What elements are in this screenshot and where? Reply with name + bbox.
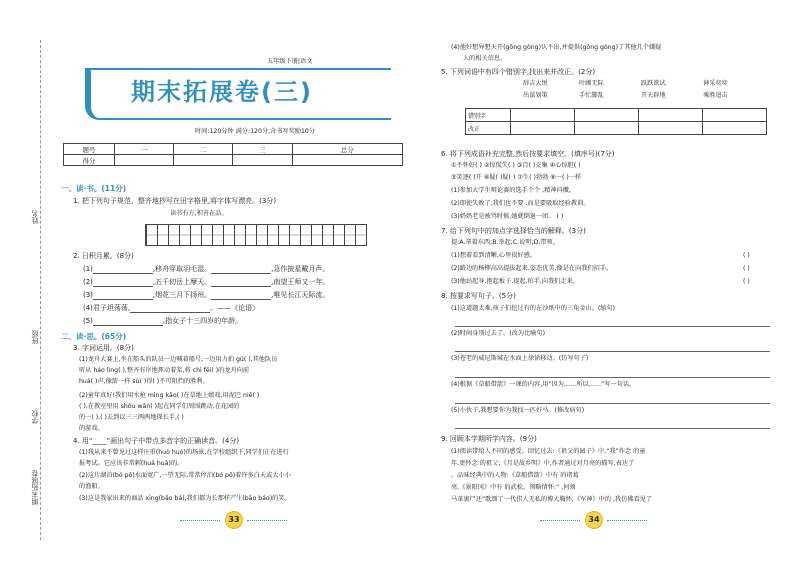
question-3: 3. 字词运用。(8分) — [73, 344, 134, 352]
section-1-heading: 一、读·书。(11分) — [61, 184, 127, 193]
score-cell: 总分 — [292, 144, 402, 155]
q8-line: (2)时间身别过去了。(改为比喻句) — [451, 330, 546, 337]
q2-label: (2) — [83, 278, 93, 286]
q6-line: (1)参加大学生辩论赛的选手个个 ,精神抖擞。 — [451, 187, 576, 194]
question-6: 6. 将下列成语补充完整,然后按要求填空。(填序号)(7分) — [441, 150, 615, 158]
q7-line: (1)想着看到清晰,心里很好感。 — [451, 252, 536, 259]
q3-line: 的游戏。 — [79, 425, 104, 432]
answer-blank[interactable] — [130, 305, 210, 313]
score-table-header-row — [64, 144, 403, 155]
answer-blank[interactable] — [211, 279, 271, 287]
correction-cell[interactable] — [639, 109, 703, 122]
q5-word: 乘胜追击 — [703, 92, 728, 99]
q5-word: 出谋划策 — [523, 92, 548, 99]
question-9: 9. 回顾本学期所学内容。(9分) — [441, 435, 537, 443]
q9-line: 。品味经典中的人物:《草船借箭》中有 的诸葛 — [451, 472, 579, 479]
q7-options: 提:A.拿着东西;B.举起;C.说明;D.带领。 — [451, 239, 559, 246]
q5-word: 辞吉大悦 — [523, 80, 548, 87]
correction-row-fix — [466, 122, 767, 135]
q2-line-2 — [83, 278, 329, 287]
correction-row-label: 改正 — [466, 122, 511, 135]
question-8: 8. 按要求写句子。(5分) — [441, 292, 516, 300]
answer-paren[interactable]: ( ) — [743, 265, 750, 272]
q4-line: (3)这是我家出来的商品 xìng(bǎo bá),我们都为长那样产生(bāo báo)的笑。 — [79, 495, 291, 502]
q5-word: 神采奕奕 — [703, 80, 728, 87]
q9-line: 亮,《景阳冈》中有 的武松。领略情怀:“ ,何须 — [451, 484, 576, 491]
correction-cell[interactable] — [575, 122, 639, 135]
q4-line: 报考试。它应该非常刺(huá huà)的。 — [79, 460, 184, 467]
score-cell: 题号 — [64, 144, 115, 155]
correction-row-label: 错别字 — [466, 109, 511, 122]
score-cell: 一 — [115, 144, 174, 155]
q3-line: huá( )声,像箭一样 sù( )得( )不可阻挡的胜利。 — [79, 378, 209, 385]
correction-table — [465, 108, 767, 135]
spine-subject-label: 期末拓展卷 — [31, 470, 39, 505]
q4-line: (2)这片湖泊(bó pō)水面宽广,一望无际,常常停泊(bó pō)着许多白天或大小小 — [79, 472, 291, 479]
q8-line: (5)小伙子,我想要你为我找一匹好马。(修改病句) — [451, 407, 585, 414]
q3-line: 听从 háo lìng( ),整齐有序地挥动着桨,将 chì fēi( )的龙舟向前 — [79, 367, 250, 374]
question-5: 5. 下列词语中有四个错别字,找出来并改正。(2分) — [441, 68, 596, 76]
q3-line: (1)龙舟大赛上,坐在船头的队员一边喊着船号,一边用力拍 gǔ( ),其他队员 — [79, 356, 278, 363]
q4-cont-line: 人的相关信息。 — [463, 55, 507, 62]
q3-line: (2)童年真好!我们用水枪 mìng kāo( )在草地上嬉戏,用泥巴 niē( ) — [79, 392, 260, 399]
question-4: 4. 用“____”画出句子中带点多音字的正确读音。(4分) — [73, 437, 240, 445]
q5-word-row — [523, 92, 728, 100]
footer-ornament-right — [607, 519, 647, 521]
answer-line[interactable] — [455, 428, 770, 429]
answer-blank[interactable] — [93, 279, 153, 287]
spine-class-label: 班级 — [31, 330, 39, 344]
q9-line: 马革裹尸还”歌颂了一代伟人无私的博大胸怀;《军神》中的 ,我仿佛看见了 — [451, 496, 653, 503]
spine-school-label: 学校 — [31, 410, 39, 424]
q2-text: (4)君子坦荡荡, — [83, 304, 131, 312]
q5-word-row — [523, 80, 728, 88]
q6-line: (3)奶奶老是被骂时候,她就倒退一团。 ( ) — [451, 213, 564, 220]
score-input-cell[interactable] — [174, 155, 233, 166]
page-title: 期末拓展卷(三) — [131, 78, 313, 106]
q6-line: (2)即使失败了,我们也不要 ,而是要吸取经验教训。 — [451, 200, 590, 207]
correction-cell[interactable] — [639, 122, 703, 135]
q2-text: ,指女子十三四岁的年龄。 — [162, 317, 243, 325]
q7-line: (3)他站起身,抱起板子,提起,拍手,向我们走来。 — [451, 278, 580, 285]
q4-line: 的渔船。 — [79, 483, 104, 490]
score-cell: 三 — [233, 144, 292, 155]
q2-text: ,唯见长江天际流。 — [271, 291, 330, 299]
score-input-cell[interactable] — [115, 155, 174, 166]
q2-label: (1) — [83, 265, 93, 273]
q9-line: (1)阅读带给人不同的感受。回忆过去:《祖父的园子》中,“我”作念 的童 — [451, 448, 646, 455]
left-page — [55, 0, 415, 562]
q2-text: ,移舟穿取羽毛湿。 — [152, 265, 212, 273]
right-page — [425, 0, 790, 562]
question-1: 1. 把下列句子规范、整齐地抄写在田字格里,将字体写漂亮。(3分) — [73, 197, 277, 205]
q5-word: 跃跃欲试 — [641, 80, 666, 87]
q2-line-3 — [83, 291, 329, 300]
q2-label: (5) — [83, 317, 93, 325]
score-input-cell[interactable] — [233, 155, 292, 166]
q4-cont-line: (4)他好想异想天开(gōng gòng)认不出,并提供(gōng gòng)了其他几个嫌疑 — [451, 44, 662, 51]
page-number-34: 34 — [585, 511, 603, 529]
q5-word: 开天辟地 — [641, 92, 666, 99]
spine-divider — [40, 40, 41, 540]
answer-blank[interactable] — [93, 292, 153, 300]
footer-ornament-left — [180, 519, 220, 521]
title-banner — [85, 68, 391, 120]
correction-row-wrong — [466, 109, 767, 122]
correction-cell[interactable] — [703, 122, 767, 135]
answer-paren[interactable]: ( ) — [743, 278, 750, 285]
q2-line-1 — [83, 265, 329, 274]
q5-word: 叶圃无际 — [579, 80, 604, 87]
score-table — [63, 143, 403, 166]
q2-text: ,南望王师又一年。 — [271, 278, 330, 286]
score-table-score-row — [64, 155, 403, 166]
q8-line: (3)苍老的威尼斯城在水面上徐徐移动。(仿写句子) — [451, 355, 589, 362]
q3-line: ( ),在教室里用 shǒu wǎn( )起在同学们周围跳动,在花园的 — [79, 403, 240, 410]
q2-text: ,烟花三月下扬州。 — [152, 291, 212, 299]
q5-word: 手忙脚乱 — [579, 92, 604, 99]
q3-line: 的一( ),( )去到以三三两两地探长手,( ) — [79, 414, 184, 421]
q2-text: ,急作披星戴月声。 — [271, 265, 330, 273]
writing-grid[interactable] — [145, 224, 367, 246]
score-input-cell[interactable] — [292, 155, 402, 166]
q8-line: (4)根据《草船借箭》一课的内容,用“因为……所以……”写一句话。 — [451, 381, 636, 388]
q2-line-5 — [83, 317, 242, 326]
q2-label: (3) — [83, 291, 93, 299]
answer-blank[interactable] — [93, 318, 163, 326]
score-cell: 得分 — [64, 155, 115, 166]
grade-subject-tag: 五年级下册|语文 — [267, 58, 313, 65]
answer-paren[interactable]: ( ) — [743, 252, 750, 259]
correction-cell[interactable] — [575, 109, 639, 122]
answer-blank[interactable] — [211, 266, 271, 274]
spine-name-label: 姓名 — [31, 210, 39, 224]
correction-cell[interactable] — [703, 109, 767, 122]
q2-line-4 — [83, 304, 259, 313]
answer-line[interactable] — [455, 377, 770, 378]
q6-items: ①不怀好( ) ②惊慌失( ) ③百( )交集 ④心惊胆( ) — [451, 162, 581, 169]
correction-cell[interactable] — [511, 122, 575, 135]
answer-line[interactable] — [455, 403, 770, 404]
footer-ornament-right — [247, 519, 287, 521]
q8-line: (1)这道题太难,孩子们挖过有的在沙纸中的三角金山。(缩句) — [451, 305, 616, 312]
q2-text: 。——《论语》 — [210, 304, 260, 312]
section-2-heading: 二、读·思。(65分) — [61, 332, 127, 341]
q6-items: ⑤笑逐( )开 ⑥疑( )疑( ) ⑦生( )勃勃 ⑧一( )一样 — [451, 174, 582, 181]
page-number-33: 33 — [225, 511, 243, 529]
answer-blank[interactable] — [211, 292, 271, 300]
answer-blank[interactable] — [93, 266, 153, 274]
q2-text: ,五千仞岳上摩天。 — [152, 278, 212, 286]
answer-line[interactable] — [455, 326, 770, 327]
q9-line: 年,更怀念 的祖父;《月是故乡明》中,作者通过对月亮的描写,表达了 — [451, 460, 635, 467]
correction-cell[interactable] — [511, 109, 575, 122]
q7-line: (2)路边的杨柳高高提拔起来,姿态优美,像是在向我们招手。 — [451, 265, 613, 272]
answer-line[interactable] — [455, 351, 770, 352]
question-7: 7. 给下列句中的加点字选择恰当的解释。(3分) — [441, 227, 586, 235]
copy-sentence: 读书有方,积善在品。 — [170, 210, 228, 217]
question-2: 2. 日积月累。(8分) — [73, 252, 134, 260]
footer-ornament-left — [540, 519, 580, 521]
score-cell: 二 — [174, 144, 233, 155]
exam-info: 时间:120分钟 满分:120分,含书写奖励10分 — [195, 128, 316, 135]
binding-spine — [8, 40, 48, 540]
q4-line: (1)我从来不曾见过这样庄重(huò huó)的场景,在学校组织下,同学们正在进行 — [79, 449, 289, 456]
